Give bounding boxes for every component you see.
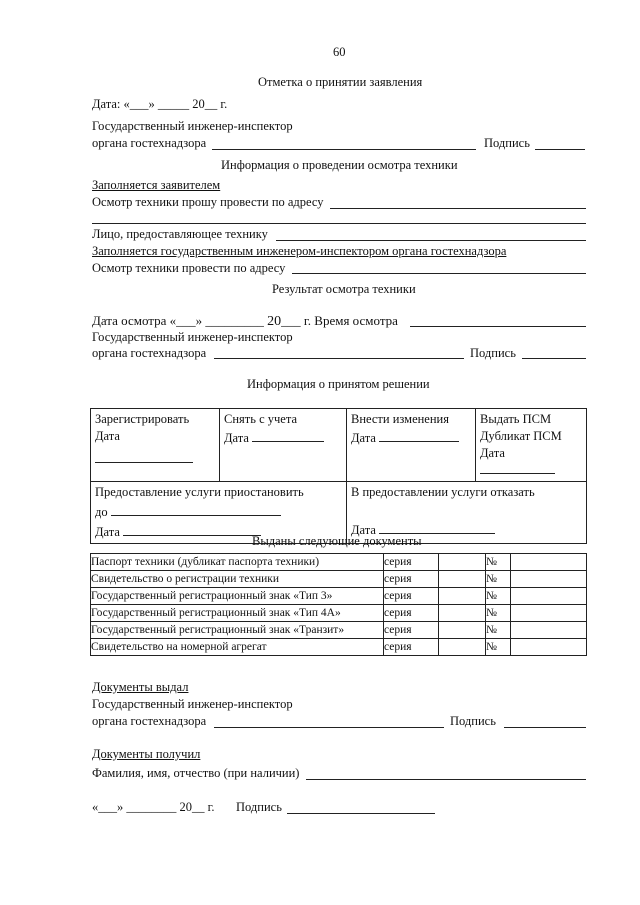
acceptance-date: Дата: «___» _____ 20__ г. (92, 97, 228, 111)
issued-doc-number-label: № (486, 554, 511, 571)
issued-doc-series-field (439, 639, 486, 656)
acceptance-signature-field (535, 149, 585, 150)
result-signature-label: Подпись (470, 346, 516, 360)
suspend-date-label: Дата (95, 525, 120, 539)
issued-docs-table (90, 553, 587, 656)
received-by-signature-field (287, 813, 435, 814)
result-date-year: 20 (267, 314, 282, 329)
issued-doc-row (91, 588, 587, 605)
inspector-heading: Заполняется государственным инженером-инспектором органа гостехнадзора (92, 244, 507, 258)
received-by-name-field (306, 779, 586, 780)
issued-doc-series-label: серия (384, 605, 439, 622)
register-date-field (95, 450, 193, 463)
deregister-label: Снять с учета (224, 412, 297, 426)
issued-doc-number-field (511, 605, 587, 622)
presenter-field (276, 240, 586, 241)
issued-doc-number-label: № (486, 571, 511, 588)
issued-doc-series-field (439, 571, 486, 588)
issued-doc-row (91, 571, 587, 588)
issued-by-inspector-field (214, 727, 444, 728)
address-request-label: Осмотр техники прошу провести по адресу (92, 195, 324, 209)
issued-doc-series-label: серия (384, 622, 439, 639)
register-label: Зарегистрировать (95, 412, 190, 426)
result-inspector-field (214, 358, 464, 359)
issued-doc-number-field (511, 571, 587, 588)
issued-doc-name: Паспорт техники (дубликат паспорта техники) (91, 554, 384, 571)
issued-doc-name: Государственный регистрационный знак «Тип 4А» (91, 605, 384, 622)
issued-doc-name: Свидетельство на номерной агрегат (91, 639, 384, 656)
acceptance-inspector-line2: органа гостехнадзора (92, 136, 207, 150)
issued-doc-series-field (439, 622, 486, 639)
issued-doc-row (91, 622, 587, 639)
address-order-field (292, 273, 586, 274)
issued-doc-number-field (511, 639, 587, 656)
refuse-date-field (379, 521, 495, 534)
result-inspector-line2: органа гостехнадзора (92, 346, 207, 360)
refuse-date-label: Дата (351, 523, 376, 537)
address-request-field-2 (92, 223, 586, 224)
issued-by-inspector-line1: Государственный инженер-инспектор (92, 697, 293, 711)
psm-date-field (480, 461, 555, 474)
suspend-label: Предоставление услуги приостановить (95, 485, 304, 499)
page-number: 60 (333, 45, 346, 59)
result-title: Результат осмотра техники (272, 282, 416, 296)
duplicate-psm-label: Дубликат ПСМ (480, 429, 562, 443)
issued-doc-row (91, 639, 587, 656)
issued-doc-number-field (511, 622, 587, 639)
issued-by-signature-field (504, 727, 586, 728)
issued-doc-series-label: серия (384, 554, 439, 571)
result-signature-field (522, 358, 586, 359)
register-date-label: Дата (95, 429, 120, 443)
received-by-name-label: Фамилия, имя, отчество (при наличии) (92, 766, 300, 780)
issued-doc-series-field (439, 605, 486, 622)
result-date-part1: Дата осмотра «___» _________ (92, 313, 264, 328)
issued-doc-series-label: серия (384, 588, 439, 605)
acceptance-title: Отметка о принятии заявления (258, 75, 423, 89)
issued-doc-number-field (511, 588, 587, 605)
issued-doc-series-label: серия (384, 639, 439, 656)
changes-date-field (379, 429, 459, 442)
issued-doc-number-label: № (486, 588, 511, 605)
issued-doc-number-label: № (486, 605, 511, 622)
result-time-field (410, 326, 586, 327)
changes-label: Внести изменения (351, 412, 449, 426)
presenter-label: Лицо, предоставляющее технику (92, 227, 268, 241)
result-date-part2: ___ г. Время осмотра (281, 313, 398, 328)
issued-doc-row (91, 605, 587, 622)
issued-doc-number-field (511, 554, 587, 571)
issued-doc-series-field (439, 554, 486, 571)
issued-doc-name: Свидетельство о регистрации техники (91, 571, 384, 588)
acceptance-inspector-field (212, 149, 476, 150)
received-by-date: «___» ________ 20__ г. (92, 800, 215, 814)
refuse-label: В предоставлении услуги отказать (351, 485, 535, 499)
received-by-signature-label: Подпись (236, 800, 282, 814)
deregister-date-label: Дата (224, 431, 249, 445)
issued-doc-name: Государственный регистрационный знак «Транзит» (91, 622, 384, 639)
issued-by-signature-label: Подпись (450, 714, 496, 728)
issued-doc-number-label: № (486, 639, 511, 656)
issued-docs-title: Выданы следующие документы (252, 534, 422, 548)
address-order-label: Осмотр техники провести по адресу (92, 261, 286, 275)
acceptance-inspector-line1: Государственный инженер-инспектор (92, 119, 293, 133)
issued-by-inspector-line2: органа гостехнадзора (92, 714, 207, 728)
address-request-field (330, 208, 586, 209)
suspend-until-field (111, 503, 281, 516)
issued-doc-name: Государственный регистрационный знак «Тип 3» (91, 588, 384, 605)
decision-title: Информация о принятом решении (247, 377, 430, 391)
suspend-until-label: до (95, 505, 108, 519)
changes-date-label: Дата (351, 431, 376, 445)
received-by-heading: Документы получил (92, 747, 201, 761)
inspection-info-title: Информация о проведении осмотра техники (221, 158, 458, 172)
result-date (92, 313, 398, 330)
result-inspector-line1: Государственный инженер-инспектор (92, 330, 293, 344)
acceptance-signature-label: Подпись (484, 136, 530, 150)
decision-table (90, 408, 587, 544)
issued-by-heading: Документы выдал (92, 680, 189, 694)
suspend-date-field (123, 523, 261, 536)
psm-date-label: Дата (480, 446, 505, 460)
deregister-date-field (252, 429, 324, 442)
issued-doc-row (91, 554, 587, 571)
applicant-heading: Заполняется заявителем (92, 178, 221, 192)
issue-psm-label: Выдать ПСМ (480, 412, 552, 426)
issued-doc-number-label: № (486, 622, 511, 639)
issued-doc-series-label: серия (384, 571, 439, 588)
issued-doc-series-field (439, 588, 486, 605)
